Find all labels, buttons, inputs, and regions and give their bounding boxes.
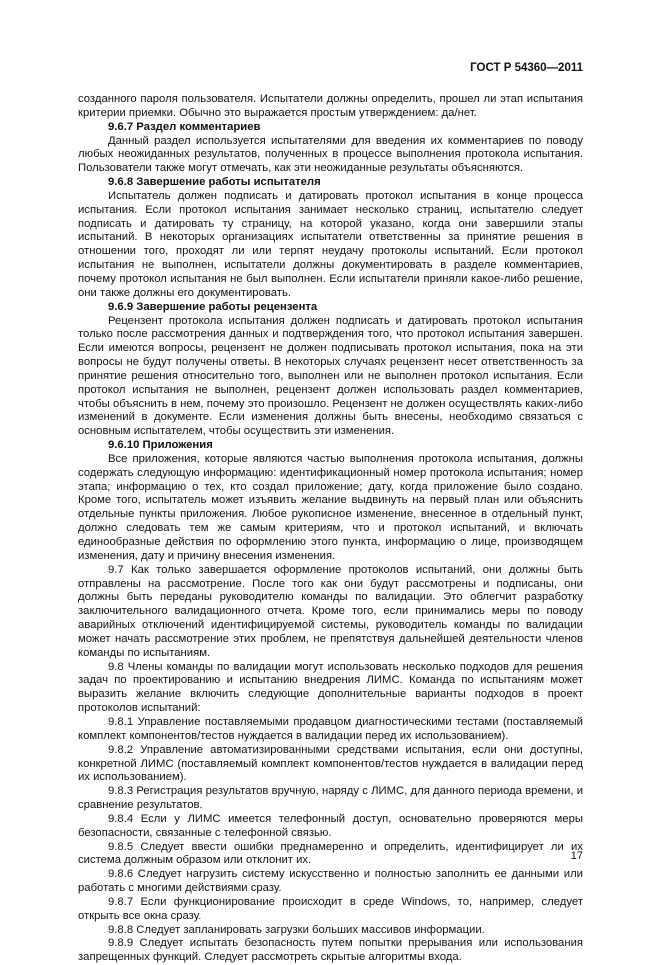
standard-code: ГОСТ Р 54360—2011 (470, 62, 583, 74)
document-body (78, 93, 583, 965)
body-paragraph: 9.8.9 Следует испытать безопасность путем попытки прерывания или использования запрещенных функций. Следует рассмотреть скрытые алгоритмы входа. (78, 937, 583, 964)
section-heading: 9.6.7 Раздел комментариев (108, 120, 261, 133)
body-paragraph: Рецензент протокола испытания должен подписать и датировать протокол испытания только после рассмотрения данных и подтверждения того, что протокол испытания завершен. Если имеются вопросы, рецензент не должен подписывать протокол испытания, пока на эти вопросы не будут получены ответы. В некоторых случаях рецензент несет ответственность за принятие решения относительно того, выполнен или не выполнен протокол испытания. Если протокол испытания не выполнен, рецензент должен использовать раздел комментариев, чтобы объяснить в нем, почему это произошло. Рецензент не должен осуществлять каких-либо изменений в документе. Если изменения должны быть внесены, необходимо связаться с основным испытателем, чтобы осуществить эти изменения. (78, 314, 583, 438)
body-paragraph: 9.8.3 Регистрация результатов вручную, наряду с ЛИМС, для данного периода времени, и сравнение результатов. (78, 785, 583, 812)
body-paragraph: 9.8.7 Если функционирование происходит в среде Windows, то, например, следует открыть все окна сразу. (78, 895, 583, 922)
section-heading: 9.6.10 Приложения (108, 439, 213, 452)
body-paragraph: 9.8.5 Следует ввести ошибки преднамеренно и определить, идентифицирует ли их система должным образом или отклонит их. (78, 840, 583, 867)
body-paragraph: Испытатель должен подписать и датировать протокол испытания в конце процесса испытания. Если протокол испытания занимает несколько страниц, испытателю следует подписать и датировать ту страницу, на которой указано, когда они завершили этапы испытаний. В некоторых организациях испытатели ответственны за принятие решения в отношении того, проходят ли или терпят неудачу протоколы испытаний. Если протокол испытания не выполнен, испытатели должны документировать в разделе комментариев, почему протокол испытания не был выполнен. Если испытатели приняли какое-либо решение, они также должны его документировать. (78, 189, 583, 299)
body-paragraph: 9.8.4 Если у ЛИМС имеется телефонный доступ, основательно проверяются меры безопасности, связанные с телефонной связью. (78, 812, 583, 839)
body-paragraph: Все приложения, которые являются частью выполнения протокола испытания, должны содержать следующую информацию: идентификационный номер протокола испытания; номер этапа; информацию о тех, кто создал приложение; дату, когда приложение было создано. Кроме того, испытатель может изъявить желание выдвинуть на первый план или объяснить отдельные пункты приложения. Любое рукописное изменение, внесенное в отдельный пункт, должно следовать тем же самым критериям, что и протокол испытаний, и включать единообразные действия по оформлению этого пункта, информацию о лице, производящем изменения, дату и причину внесения изменения. (78, 452, 583, 562)
section-heading: 9.6.8 Завершение работы испытателя (108, 176, 321, 189)
page-number: 17 (570, 850, 583, 863)
body-paragraph: 9.7 Как только завершается оформление протоколов испытаний, они должны быть отправлены на рассмотрение. После того как они будут рассмотрены и подписаны, они должны быть переданы руководителю команды по валидации. Это облегчит разработку заключительного валидационного отчета. Кроме того, если принимались меры по поводу аварийных отключений идентифицируемой системы, руководитель команды по валидации может начать рассмотрение этих проблем, не препятствуя дальнейшей деятельности членов команды по испытаниям. (78, 563, 583, 659)
body-paragraph: Данный раздел используется испытателями для введения их комментариев по поводу любых неожиданных результатов, полученных в процессе выполнения протокола испытания. Пользователи также могут отмечать, как эти неожиданные результаты объясняются. (78, 134, 583, 175)
body-paragraph: 9.8 Члены команды по валидации могут использовать несколько подходов для решения задач по проектированию и испытанию внедрения ЛИМС. Команда по испытаниям может выразить желание включить следующие дополнительные варианты подходов в проект протоколов испытаний: (78, 660, 583, 715)
body-paragraph: созданного пароля пользователя. Испытатели должны определить, прошел ли этап испытания критерии приемки. Обычно это выражается простым утверждением: да/нет. (78, 93, 583, 119)
body-paragraph: 9.8.6 Следует нагрузить систему искусственно и полностью заполнить ее данными или работать с многими действиями сразу. (78, 868, 583, 895)
body-paragraph: 9.8.2 Управление автоматизированными средствами испытания, если они доступны, конкретной ЛИМС (поставляемый комплект компонентов/тестов нуждается в валидации перед их использованием). (78, 743, 583, 784)
section-heading: 9.6.9 Завершение работы рецензента (108, 300, 318, 313)
body-paragraph: 9.8.1 Управление поставляемыми продавцом диагностическими тестами (поставляемый комплект компонентов/тестов нуждается в валидации перед их использованием). (78, 715, 583, 742)
body-paragraph: 9.8.8 Следует запланировать загрузки больших массивов информации. (108, 923, 485, 936)
